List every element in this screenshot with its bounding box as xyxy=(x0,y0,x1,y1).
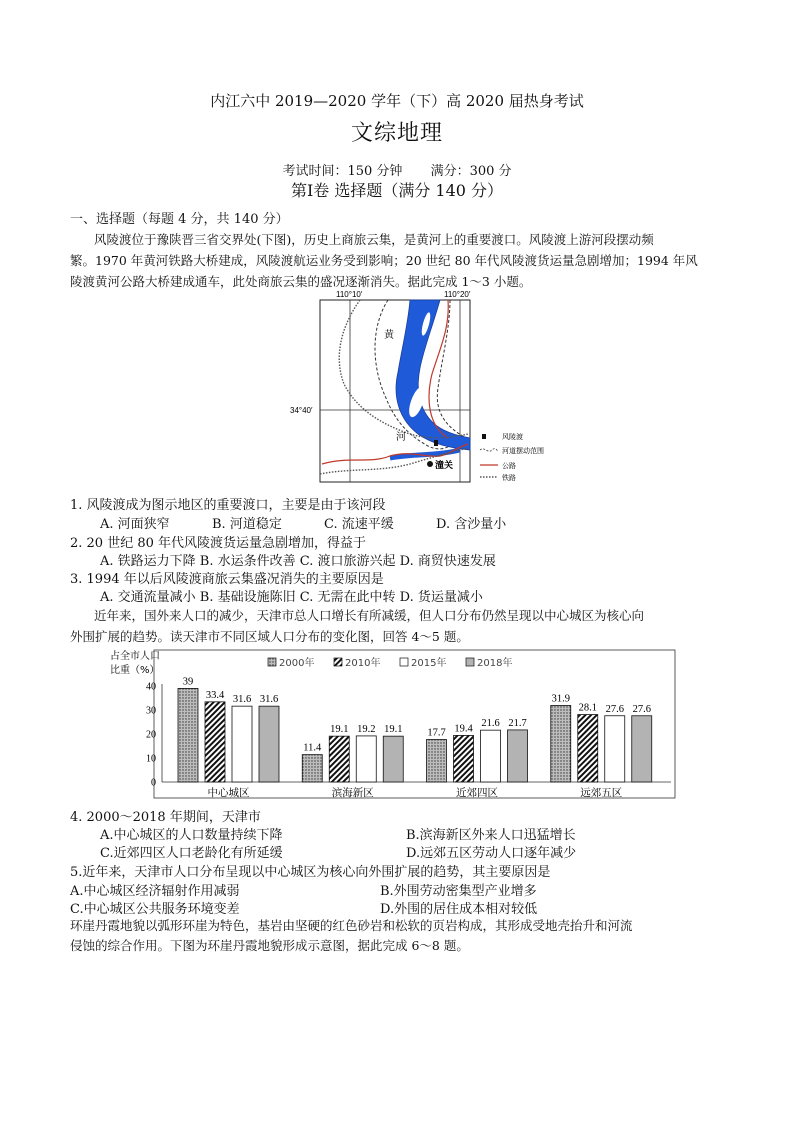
passage2-line2: 外围扩展的趋势。读天津市不同区域人口分布的变化图，回答 4～5 题。 xyxy=(70,629,469,644)
map-lat-label: 34°40′ xyxy=(290,406,313,415)
q4-stem: 4. 2000～2018 年期间，天津市 xyxy=(70,810,261,825)
chart-bar xyxy=(205,702,225,782)
chart-bar xyxy=(551,705,571,782)
chart-data-label: 17.7 xyxy=(427,727,446,739)
legend-ferry-icon xyxy=(482,434,486,439)
q5-stem: 5.近年来，天津市人口分布呈现以中心城区为核心向外围扩展的趋势，其主要原因是 xyxy=(70,865,551,880)
passage1-line1: 风陵渡位于豫陕晋三省交界处(下图)，历史上商旅云集，是黄河上的重要渡口。风陵渡上游河段摆动频 xyxy=(94,232,654,247)
map-river-char-2: 河 xyxy=(396,432,406,443)
exam-score: 满分：300 分 xyxy=(430,164,512,179)
chart-data-label: 33.4 xyxy=(205,689,225,701)
chart-data-label: 19.2 xyxy=(357,723,376,735)
legend-label: 2015年 xyxy=(411,658,447,669)
section-title: 一、选择题（每题 4 分，共 140 分） xyxy=(70,212,289,227)
chart-data-label: 21.6 xyxy=(481,718,500,730)
chart-category-label: 中心城区 xyxy=(207,787,250,799)
chart-data-label: 11.4 xyxy=(303,742,322,754)
chart-legend xyxy=(268,656,512,669)
chart-bar xyxy=(302,755,322,782)
chart-bar xyxy=(259,706,279,782)
population-share-chart xyxy=(110,646,680,802)
chart-bar xyxy=(356,736,376,782)
chart-bar xyxy=(232,706,252,782)
chart-bar xyxy=(329,736,349,782)
tongguan-dot xyxy=(427,461,433,467)
chart-data-label: 19.4 xyxy=(454,723,473,735)
chart-ylabel-line1: 占全市人口 xyxy=(110,651,160,662)
q5-option-b: B.外围劳动密集型产业增多 xyxy=(380,884,537,899)
q1-option-a: A. 河面狭窄 xyxy=(100,517,170,532)
chart-ytick-label: 20 xyxy=(146,729,156,741)
q5-option-c: C.中心城区公共服务环境变差 xyxy=(70,902,240,917)
chart-ylabel-line2: 比重（%） xyxy=(110,665,160,676)
passage3-line2: 侵蚀的综合作用。下图为环崖丹霞地貌形成示意图，据此完成 6～8 题。 xyxy=(70,938,469,953)
legend-ferry-label: 风陵渡 xyxy=(502,433,523,441)
fenglingdu-map xyxy=(290,288,580,488)
q4-option-b: B.滨海新区外来人口迅猛增长 xyxy=(406,828,576,843)
q3-options: A. 交通流量减小 B. 基础设施陈旧 C. 无需在此中转 D. 货运量减小 xyxy=(100,590,483,605)
chart-data-label: 31.6 xyxy=(232,694,252,706)
passage1-line2: 繁。1970 年黄河铁路大桥建成，风陵渡航运业务受到影响；20 世纪 80 年代风陵渡货运量急剧增加；1994 年风 xyxy=(70,253,698,268)
passage2-line1: 近年来，国外来人口的减少，天津市总人口增长有所减缓，但人口分布仍然呈现以中心城区为核心向 xyxy=(94,608,645,623)
q1-option-d: D. 含沙量小 xyxy=(436,517,507,532)
chart-data-label: 31.9 xyxy=(551,693,570,705)
map-lon-label-2: 110°20′ xyxy=(444,290,471,299)
q5-option-a: A.中心城区经济辐射作用减弱 xyxy=(70,884,240,899)
legend-swing-label: 河道摆动范围 xyxy=(502,447,544,455)
chart-bar xyxy=(178,688,198,782)
chart-bar xyxy=(605,716,625,782)
chart-ytick-label: 40 xyxy=(146,681,156,693)
chart-bar xyxy=(481,730,501,782)
chart-data-label: 31.6 xyxy=(259,694,279,706)
chart-category-label: 近郊四区 xyxy=(456,787,498,799)
q1-option-b: B. 河道稳定 xyxy=(212,517,282,532)
chart-data-label: 27.6 xyxy=(605,703,624,715)
exam-time: 考试时间：150 分钟 xyxy=(282,164,403,179)
legend-road-label: 公路 xyxy=(502,462,516,470)
q1-option-c: C. 流速平缓 xyxy=(324,517,394,532)
chart-bar xyxy=(427,740,447,782)
q1-stem: 1. 风陵渡成为图示地区的重要渡口，主要是由于该河段 xyxy=(70,498,386,513)
chart-ytick-label: 0 xyxy=(151,777,156,789)
legend-swatch xyxy=(268,658,276,666)
chart-bar xyxy=(578,715,598,782)
chart-data-label: 21.7 xyxy=(508,717,527,729)
legend-label: 2000年 xyxy=(279,658,315,669)
legend-swing-icon xyxy=(480,449,498,452)
chart-data-label: 19.1 xyxy=(330,724,349,736)
chart-data-label: 28.1 xyxy=(578,702,597,714)
part-title: 第Ⅰ卷 选择题（满分 140 分） xyxy=(290,181,504,200)
exam-school-line: 内江六中 2019—2020 学年（下）高 2020 届热身考试 xyxy=(210,92,584,110)
exam-meta xyxy=(0,160,794,179)
legend-rail-label: 铁路 xyxy=(502,474,516,482)
chart-ytick-label: 10 xyxy=(146,753,156,765)
q2-options: A. 铁路运力下降 B. 水运条件改善 C. 渡口旅游兴起 D. 商贸快速发展 xyxy=(100,554,496,569)
map-lon-label-1: 110°10′ xyxy=(336,290,363,299)
chart-category-label: 滨海新区 xyxy=(331,787,374,799)
q3-stem: 3. 1994 年以后风陵渡商旅云集盛况消失的主要原因是 xyxy=(70,572,384,587)
chart-bar xyxy=(632,716,652,782)
chart-data-label: 39 xyxy=(182,676,194,688)
map-city-label: 潼关 xyxy=(435,461,454,471)
chart-bar xyxy=(383,736,403,782)
legend-swatch xyxy=(400,658,408,666)
q5-option-d: D.外围的居住成本相对较低 xyxy=(380,902,538,917)
q4-option-a: A.中心城区的人口数量持续下降 xyxy=(100,828,283,843)
legend-swatch xyxy=(466,658,474,666)
q4-option-d: D.远郊五区劳动人口逐年减少 xyxy=(406,846,577,861)
passage1-line3: 陵渡黄河公路大桥建成通车，此处商旅云集的盛况逐渐消失。据此完成 1～3 小题。 xyxy=(70,274,532,289)
chart-bar xyxy=(508,730,528,782)
map-river-char-1: 黄 xyxy=(384,330,394,341)
passage3-line1: 环崖丹霞地貌以弧形环崖为特色，基岩由坚硬的红色砂岩和松软的页岩构成，其形成受地壳抬升和河流 xyxy=(70,918,633,933)
fenglingdu-marker xyxy=(434,440,438,446)
legend-label: 2018年 xyxy=(477,658,513,669)
legend-label: 2010年 xyxy=(345,658,381,669)
q2-stem: 2. 20 世纪 80 年代风陵渡货运量急剧增加，得益于 xyxy=(70,536,367,551)
subject-title: 文综地理 xyxy=(350,121,443,146)
chart-bar xyxy=(454,735,474,782)
chart-category-label: 远郊五区 xyxy=(580,787,623,799)
chart-data-label: 19.1 xyxy=(384,724,403,736)
chart-data-label: 27.6 xyxy=(632,703,651,715)
chart-ytick-label: 30 xyxy=(146,705,156,717)
legend-swatch xyxy=(334,658,342,666)
q4-option-c: C.近郊四区人口老龄化有所延缓 xyxy=(100,846,283,861)
